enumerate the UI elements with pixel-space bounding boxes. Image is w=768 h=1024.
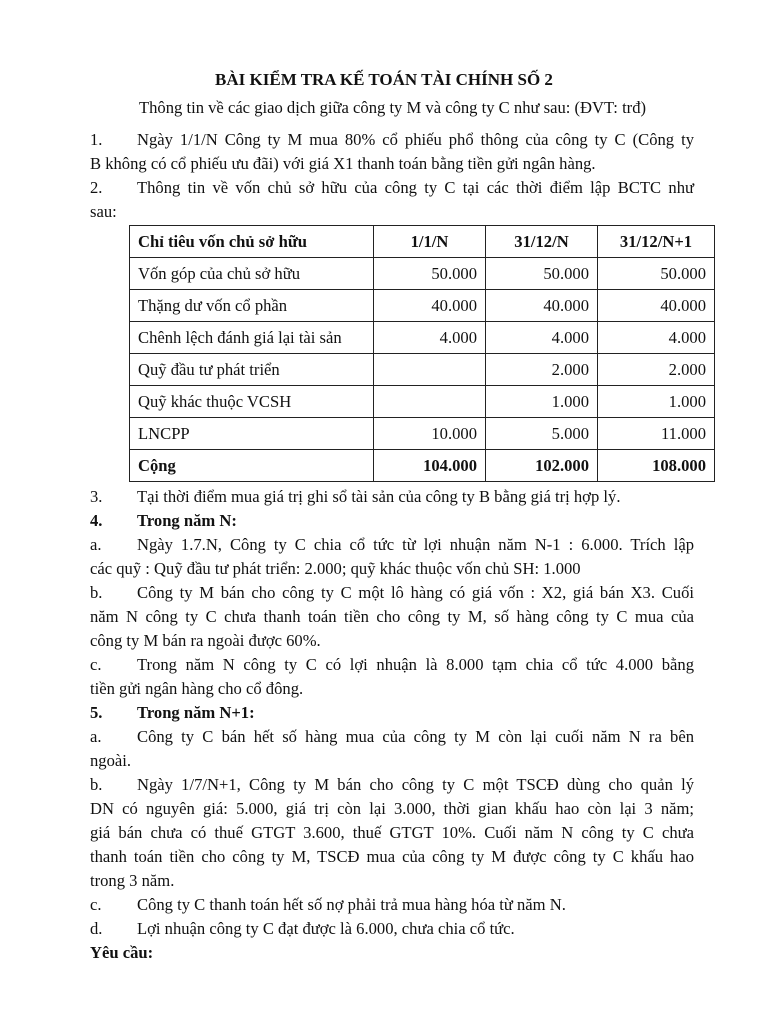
table-row <box>130 290 715 322</box>
table-row <box>130 354 715 386</box>
row-value: 5.000 <box>486 418 598 450</box>
item-5b-line-4: thanh toán tiền cho công ty M, TSCĐ mua của công ty M được công ty C khấu hao <box>90 847 694 866</box>
item-1-number: 1. <box>90 130 103 149</box>
row-value: 4.000 <box>598 322 715 354</box>
row-value: 40.000 <box>374 290 486 322</box>
item-5b-line-3: giá bán chưa có thuế GTGT 3.600, thuế GTGT 10%. Cuối năm N công ty C chưa <box>90 823 694 842</box>
item-1-line-2: B không có cổ phiếu ưu đãi) với giá X1 thanh toán bằng tiền gửi ngân hàng. <box>90 154 596 173</box>
item-3-number: 3. <box>90 487 103 506</box>
table-row <box>130 258 715 290</box>
row-value <box>374 386 486 418</box>
row-value: 2.000 <box>486 354 598 386</box>
item-5a-letter: a. <box>90 727 102 746</box>
total-value: 104.000 <box>374 450 486 482</box>
item-5b-letter: b. <box>90 775 103 794</box>
item-5c-line-1: c. Công ty C thanh toán hết số nợ phải trả mua hàng hóa từ năm N. <box>90 893 694 917</box>
row-value: 1.000 <box>486 386 598 418</box>
item-1-line-1: 1. Ngày 1/1/N Công ty M mua 80% cổ phiếu phổ thông của công ty C (Công ty <box>90 128 694 152</box>
row-value: 40.000 <box>486 290 598 322</box>
row-label: Thặng dư vốn cổ phần <box>130 290 374 322</box>
item-3-line-1: 3. Tại thời điểm mua giá trị ghi sổ tài sản của công ty B bằng giá trị hợp lý. <box>90 485 694 509</box>
row-value: 4.000 <box>486 322 598 354</box>
item-4c-line-2: tiền gửi ngân hàng cho cổ đông. <box>90 679 304 698</box>
requirements-heading: Yêu cầu: <box>90 943 154 962</box>
row-value <box>374 354 486 386</box>
row-value: 50.000 <box>598 258 715 290</box>
equity-table <box>129 225 715 482</box>
item-5b-line-5: trong 3 năm. <box>90 871 175 890</box>
total-value: 102.000 <box>486 450 598 482</box>
intro-text: Thông tin về các giao dịch giữa công ty M và công ty C như sau: (ĐVT: trđ) <box>139 98 647 117</box>
row-value: 50.000 <box>374 258 486 290</box>
item-5-heading: 5. Trong năm N+1: <box>90 701 694 725</box>
item-5c-letter: c. <box>90 895 102 914</box>
item-2-number: 2. <box>90 178 103 197</box>
total-label: Cộng <box>130 450 374 482</box>
item-4-heading: 4. Trong năm N: <box>90 509 694 533</box>
row-label: LNCPP <box>130 418 374 450</box>
item-4a-line-1: a. Ngày 1.7.N, Công ty C chia cổ tức từ lợi nhuận năm N-1 : 6.000. Trích lập <box>90 533 694 557</box>
row-value: 4.000 <box>374 322 486 354</box>
row-label: Quỹ khác thuộc VCSH <box>130 386 374 418</box>
row-value: 11.000 <box>598 418 715 450</box>
item-4a-letter: a. <box>90 535 102 554</box>
table-header-cell: 1/1/N <box>374 226 486 258</box>
row-value: 10.000 <box>374 418 486 450</box>
item-5d-letter: d. <box>90 919 103 938</box>
row-value: 2.000 <box>598 354 715 386</box>
item-4b-line-3: công ty M bán ra ngoài được 60%. <box>90 631 321 650</box>
total-value: 108.000 <box>598 450 715 482</box>
row-label: Chênh lệch đánh giá lại tài sản <box>130 322 374 354</box>
row-value: 40.000 <box>598 290 715 322</box>
item-5d-line-1: d. Lợi nhuận công ty C đạt được là 6.000, chưa chia cổ tức. <box>90 917 694 941</box>
row-value: 50.000 <box>486 258 598 290</box>
item-5a-line-2: ngoài. <box>90 751 132 770</box>
item-2-line-2: sau: <box>90 202 117 221</box>
item-5-number: 5. <box>90 703 103 722</box>
item-4a-line-2: các quỹ : Quỹ đầu tư phát triển: 2.000; quỹ khác thuộc vốn chủ SH: 1.000 <box>90 559 581 578</box>
item-4b-letter: b. <box>90 583 103 602</box>
item-4c-line-1: c. Trong năm N công ty C có lợi nhuận là 8.000 tạm chia cổ tức 4.000 bằng <box>90 653 694 677</box>
table-header-cell: Chỉ tiêu vốn chủ sở hữu <box>130 226 374 258</box>
table-row <box>130 322 715 354</box>
item-4-number: 4. <box>90 511 103 530</box>
table-header-cell: 31/12/N <box>486 226 598 258</box>
table-row <box>130 386 715 418</box>
item-5a-line-1: a. Công ty C bán hết số hàng mua của công ty M còn lại cuối năm N ra bên <box>90 725 694 749</box>
row-label: Quỹ đầu tư phát triển <box>130 354 374 386</box>
item-5b-line-2: DN có nguyên giá: 5.000, giá trị còn lại 3.000, thời gian khấu hao còn lại 3 năm; <box>90 799 694 818</box>
table-row <box>130 418 715 450</box>
item-4b-line-1: b. Công ty M bán cho công ty C một lô hàng có giá vốn : X2, giá bán X3. Cuối <box>90 581 694 605</box>
document-title: BÀI KIỂM TRA KẾ TOÁN TÀI CHÍNH SỐ 2 <box>215 70 553 89</box>
item-2-line-1: 2. Thông tin về vốn chủ sở hữu của công ty C tại các thời điểm lập BCTC như <box>90 176 694 200</box>
table-total-row <box>130 450 715 482</box>
row-value: 1.000 <box>598 386 715 418</box>
table-header-row <box>130 226 715 258</box>
item-4c-letter: c. <box>90 655 102 674</box>
row-label: Vốn góp của chủ sở hữu <box>130 258 374 290</box>
item-5b-line-1: b. Ngày 1/7/N+1, Công ty M bán cho công ty C một TSCĐ dùng cho quản lý <box>90 773 694 797</box>
item-4b-line-2: năm N công ty C chưa thanh toán tiền cho công ty M, số hàng công ty C mua của <box>90 607 694 626</box>
table-header-cell: 31/12/N+1 <box>598 226 715 258</box>
